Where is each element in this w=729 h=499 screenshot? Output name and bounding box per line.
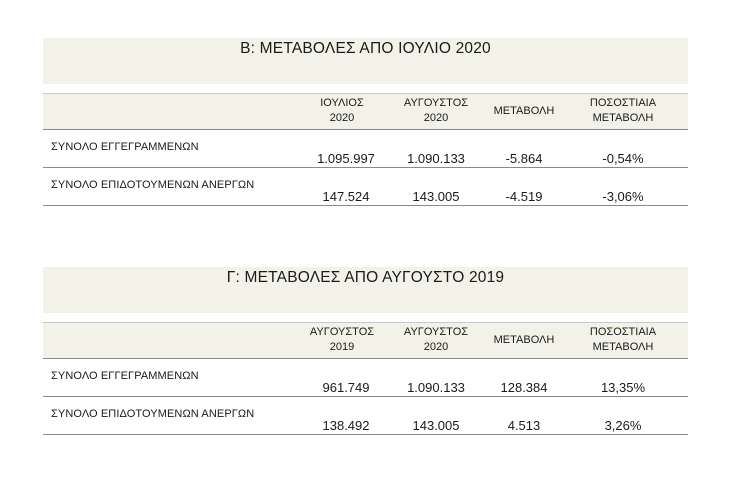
table-row — [43, 130, 688, 168]
row-label: ΣΥΝΟΛΟ ΕΓΓΕΓΡΑΜΜΕΝΩΝ — [51, 370, 199, 382]
section-title: Γ: ΜΕΤΑΒΟΛΕΣ ΑΠΟ ΑΥΓΟΥΣΤΟ 2019 — [226, 269, 505, 286]
table-row — [43, 397, 688, 435]
table-row — [43, 168, 688, 206]
row-label: ΣΥΝΟΛΟ ΕΓΓΕΓΡΑΜΜΕΝΩΝ — [51, 141, 199, 153]
section-august-2019 — [43, 267, 688, 435]
table-header — [43, 322, 688, 359]
cell-value: 128.384 — [500, 380, 548, 395]
header-col-4: ΠΟΣΟΣΤΙΑΙΑ ΜΕΤΑΒΟΛΗ — [589, 326, 657, 353]
row-label: ΣΥΝΟΛΟ ΕΠΙΔΟΤΟΥΜΕΝΩΝ ΑΝΕΡΓΩΝ — [51, 179, 255, 191]
table-row — [43, 359, 688, 397]
cell-value: 143.005 — [412, 189, 460, 204]
header-col-3: ΜΕΤΑΒΟΛΗ — [493, 105, 555, 117]
cell-value: 1.090.133 — [407, 151, 465, 166]
cell-value: 4.513 — [507, 418, 541, 433]
cell-value: 13,35% — [600, 380, 646, 395]
row-label: ΣΥΝΟΛΟ ΕΠΙΔΟΤΟΥΜΕΝΩΝ ΑΝΕΡΓΩΝ — [51, 408, 255, 420]
cell-value: -4.519 — [505, 189, 543, 204]
section-july-2020 — [43, 38, 688, 206]
section-title-band — [43, 267, 688, 313]
section-title-band — [43, 38, 688, 84]
cell-value: -3,06% — [602, 189, 644, 204]
cell-value: 143.005 — [412, 418, 460, 433]
header-col-4: ΠΟΣΟΣΤΙΑΙΑ ΜΕΤΑΒΟΛΗ — [589, 97, 657, 124]
cell-value: -5.864 — [505, 151, 543, 166]
header-col-2: ΑΥΓΟΥΣΤΟΣ 2020 — [403, 326, 469, 353]
cell-value: 147.524 — [322, 189, 370, 204]
header-col-3: ΜΕΤΑΒΟΛΗ — [493, 334, 555, 346]
cell-value: 961.749 — [322, 380, 370, 395]
table-header — [43, 93, 688, 130]
header-col-2: ΑΥΓΟΥΣΤΟΣ 2020 — [403, 97, 469, 124]
cell-value: 138.492 — [322, 418, 370, 433]
header-col-1: ΙΟΥΛΙΟΣ 2020 — [320, 97, 364, 124]
cell-value: 1.090.133 — [407, 380, 465, 395]
cell-value: -0,54% — [602, 151, 644, 166]
cell-value: 3,26% — [604, 418, 642, 433]
header-col-1: ΑΥΓΟΥΣΤΟΣ 2019 — [309, 326, 375, 353]
section-title: Β: ΜΕΤΑΒΟΛΕΣ ΑΠΟ ΙΟΥΛΙΟ 2020 — [240, 40, 491, 57]
cell-value: 1.095.997 — [317, 151, 375, 166]
